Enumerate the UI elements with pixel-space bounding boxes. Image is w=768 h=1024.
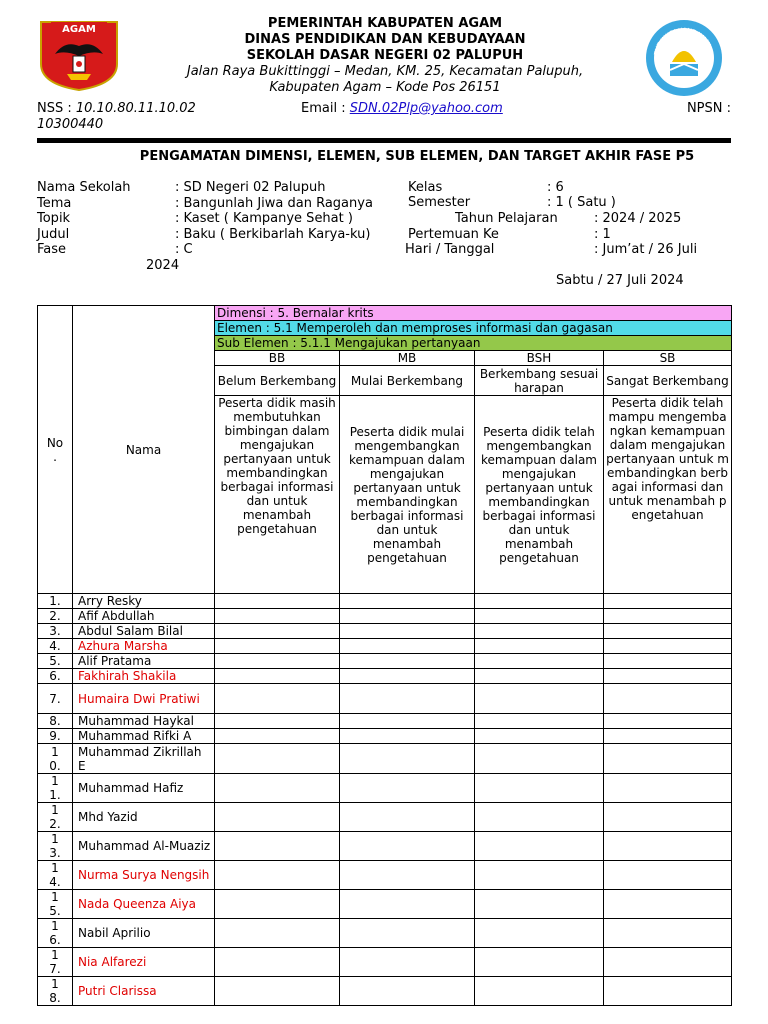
score-cell-mb[interactable] xyxy=(340,803,475,832)
score-cell-sb[interactable] xyxy=(604,609,732,624)
judul-label: Judul xyxy=(37,226,70,242)
student-number: 5. xyxy=(38,654,73,669)
score-cell-bb[interactable] xyxy=(215,639,340,654)
score-cell-bb[interactable] xyxy=(215,714,340,729)
student-row xyxy=(38,729,732,744)
score-cell-mb[interactable] xyxy=(340,624,475,639)
score-cell-bsh[interactable] xyxy=(475,948,604,977)
email-link[interactable]: SDN.02Plp@yahoo.com xyxy=(349,101,503,116)
score-cell-mb[interactable] xyxy=(340,774,475,803)
score-cell-mb[interactable] xyxy=(340,948,475,977)
student-number: 3. xyxy=(38,624,73,639)
score-cell-bsh[interactable] xyxy=(475,729,604,744)
svg-text:AGAM: AGAM xyxy=(62,24,96,35)
tema-label: Tema xyxy=(37,195,72,211)
npsn-label: NPSN : xyxy=(686,101,731,116)
student-number: 10. xyxy=(38,744,73,774)
level-desc-bsh: Peserta didik telah mengembangkan kemampuan dalam mengajukan pertanyaan untuk membandingkan berbagai informasi dan untuk menambah pengetahuan xyxy=(475,396,604,594)
student-number: 8. xyxy=(38,714,73,729)
nss: NSS : 10.10.80.11.10.02 xyxy=(37,101,196,116)
tema-value: : Bangunlah Jiwa dan Raganya xyxy=(175,195,373,211)
score-cell-bsh[interactable] xyxy=(475,654,604,669)
student-name: Muhammad Haykal xyxy=(73,714,215,729)
letterhead xyxy=(150,16,620,96)
score-cell-bb[interactable] xyxy=(215,744,340,774)
score-cell-bb[interactable] xyxy=(215,669,340,684)
level-label-sb: Sangat Berkembang xyxy=(604,366,732,396)
student-number: 7. xyxy=(38,684,73,714)
score-cell-sb[interactable] xyxy=(604,669,732,684)
score-cell-sb[interactable] xyxy=(604,890,732,919)
student-name: Abdul Salam Bilal xyxy=(73,624,215,639)
level-code-sb: SB xyxy=(604,351,732,366)
student-name: Nada Queenza Aiya xyxy=(73,890,215,919)
student-name: Afif Abdullah xyxy=(73,609,215,624)
student-row xyxy=(38,948,732,977)
pertemuan-value: : 1 xyxy=(594,227,611,242)
score-cell-bb[interactable] xyxy=(215,832,340,861)
student-row xyxy=(38,977,732,1006)
student-name: Muhammad Zikrillah E xyxy=(73,744,215,774)
score-cell-mb[interactable] xyxy=(340,714,475,729)
score-cell-bb[interactable] xyxy=(215,684,340,714)
level-code-bsh: BSH xyxy=(475,351,604,366)
hari-tanggal-year: 2024 xyxy=(146,258,180,273)
score-cell-bsh[interactable] xyxy=(475,861,604,890)
tahun-pelajaran-label: Tahun Pelajaran xyxy=(455,211,558,226)
score-cell-bb[interactable] xyxy=(215,774,340,803)
student-number: 17. xyxy=(38,948,73,977)
score-cell-sb[interactable] xyxy=(604,654,732,669)
score-cell-sb[interactable] xyxy=(604,684,732,714)
student-number: 4. xyxy=(38,639,73,654)
student-row xyxy=(38,684,732,714)
student-number: 1. xyxy=(38,594,73,609)
score-cell-sb[interactable] xyxy=(604,774,732,803)
student-number: 13. xyxy=(38,832,73,861)
score-cell-bsh[interactable] xyxy=(475,714,604,729)
kelas-value: : 6 xyxy=(547,180,564,195)
score-cell-bsh[interactable] xyxy=(475,609,604,624)
fase-label: Fase xyxy=(37,242,67,257)
score-cell-bsh[interactable] xyxy=(475,744,604,774)
student-number: 12. xyxy=(38,803,73,832)
student-row xyxy=(38,654,732,669)
score-cell-bb[interactable] xyxy=(215,890,340,919)
agam-regency-logo xyxy=(37,18,121,92)
level-desc-mb: Peserta didik mulai mengembangkan kemampuan dalam mengajukan pertanyaan untuk membandingkan berbagai informasi dan untuk menambah pengetahuan xyxy=(340,396,475,594)
header-divider xyxy=(37,138,731,143)
student-name: Nabil Aprilio xyxy=(73,919,215,948)
score-cell-bsh[interactable] xyxy=(475,832,604,861)
header-address-line2: Kabupaten Agam – Kode Pos 26151 xyxy=(269,80,501,95)
student-name: Azhura Marsha xyxy=(73,639,215,654)
score-cell-mb[interactable] xyxy=(340,669,475,684)
score-cell-mb[interactable] xyxy=(340,654,475,669)
student-row xyxy=(38,803,732,832)
level-label-mb: Mulai Berkembang xyxy=(340,366,475,396)
score-cell-sb[interactable] xyxy=(604,977,732,1006)
score-cell-bsh[interactable] xyxy=(475,594,604,609)
level-code-bb: BB xyxy=(215,351,340,366)
level-label-bsh: Berkembang sesuai harapan xyxy=(475,366,604,396)
student-name: Arry Resky xyxy=(73,594,215,609)
student-row xyxy=(38,624,732,639)
score-cell-sb[interactable] xyxy=(604,744,732,774)
level-desc-sb: Peserta didik telah mampu mengembangkan kemampuan dalam mengajukan pertanyaan untuk membandingkan berbagai informasi dan untuk menambah pengetahuan xyxy=(604,396,732,594)
student-row xyxy=(38,669,732,684)
document-title: PENGAMATAN DIMENSI, ELEMEN, SUB ELEMEN, DAN TARGET AKHIR FASE P5 xyxy=(139,149,695,164)
svg-text:TUT WURI HANDAYANI: TUT WURI HANDAYANI xyxy=(653,26,712,56)
score-cell-sb[interactable] xyxy=(604,624,732,639)
nama-sekolah-label: Nama Sekolah xyxy=(37,180,131,195)
score-cell-bb[interactable] xyxy=(215,624,340,639)
score-cell-sb[interactable] xyxy=(604,948,732,977)
score-cell-mb[interactable] xyxy=(340,977,475,1006)
score-cell-bb[interactable] xyxy=(215,861,340,890)
score-cell-bb[interactable] xyxy=(215,609,340,624)
student-row xyxy=(38,890,732,919)
judul-value: : Baku ( Berkibarlah Karya-ku) xyxy=(175,226,371,242)
header-school: SEKOLAH DASAR NEGERI 02 PALUPUH xyxy=(246,48,524,63)
score-cell-bb[interactable] xyxy=(215,948,340,977)
student-name: Muhammad Hafiz xyxy=(73,774,215,803)
student-name: Muhammad Rifki A xyxy=(73,729,215,744)
pertemuan-label: Pertemuan Ke xyxy=(408,227,499,242)
kelas-label: Kelas xyxy=(408,180,443,195)
score-cell-mb[interactable] xyxy=(340,609,475,624)
student-name: Putri Clarissa xyxy=(73,977,215,1006)
score-cell-bb[interactable] xyxy=(215,803,340,832)
tut-wuri-handayani-logo xyxy=(642,18,726,98)
student-name: Muhammad Al-Muaziz xyxy=(73,832,215,861)
tahun-pelajaran-value: : 2024 / 2025 xyxy=(594,211,682,226)
hari-tanggal-value: : Jum’at / 26 Juli xyxy=(594,242,698,257)
nama-sekolah-value: : SD Negeri 02 Palupuh xyxy=(175,180,326,195)
score-cell-sb[interactable] xyxy=(604,639,732,654)
elemen-row: Elemen : 5.1 Memperoleh dan memproses informasi dan gagasan xyxy=(215,321,732,336)
sub-elemen-row: Sub Elemen : 5.1.1 Mengajukan pertanyaan xyxy=(215,336,732,351)
semester-label: Semester xyxy=(408,195,471,210)
student-row xyxy=(38,832,732,861)
assessment-table xyxy=(37,305,732,1006)
level-desc-bb: Peserta didik masih membutuhkan bimbingan dalam mengajukan pertanyaan untuk membandingkan berbagai informasi dan untuk menambah pengetahuan xyxy=(215,396,340,594)
score-cell-bb[interactable] xyxy=(215,654,340,669)
score-cell-mb[interactable] xyxy=(340,684,475,714)
level-label-bb: Belum Berkembang xyxy=(215,366,340,396)
score-cell-mb[interactable] xyxy=(340,919,475,948)
score-cell-bsh[interactable] xyxy=(475,684,604,714)
score-cell-sb[interactable] xyxy=(604,861,732,890)
student-name: Mhd Yazid xyxy=(73,803,215,832)
student-number: 16. xyxy=(38,919,73,948)
nss-value-continued: 10300440 xyxy=(37,117,104,132)
student-row xyxy=(38,861,732,890)
score-cell-bsh[interactable] xyxy=(475,624,604,639)
student-row xyxy=(38,714,732,729)
student-row xyxy=(38,744,732,774)
header-department: DINAS PENDIDIKAN DAN KEBUDAYAAN xyxy=(244,32,526,47)
score-cell-mb[interactable] xyxy=(340,594,475,609)
score-cell-bsh[interactable] xyxy=(475,774,604,803)
student-row xyxy=(38,919,732,948)
contact-line xyxy=(37,101,731,135)
score-cell-bsh[interactable] xyxy=(475,890,604,919)
student-number: 18. xyxy=(38,977,73,1006)
student-number: 9. xyxy=(38,729,73,744)
score-cell-bsh[interactable] xyxy=(475,639,604,654)
header-address-line1: Jalan Raya Bukittinggi – Medan, KM. 25, Kecamatan Palupuh, xyxy=(186,64,584,79)
dimensi-row: Dimensi : 5. Bernalar krits xyxy=(215,306,732,321)
level-code-mb: MB xyxy=(340,351,475,366)
score-cell-bsh[interactable] xyxy=(475,803,604,832)
student-row xyxy=(38,774,732,803)
semester-value: : 1 ( Satu ) xyxy=(547,195,616,210)
info-label-column xyxy=(37,180,131,258)
score-cell-bb[interactable] xyxy=(215,977,340,1006)
second-date: Sabtu / 27 Juli 2024 xyxy=(556,273,684,288)
score-cell-sb[interactable] xyxy=(604,714,732,729)
student-name: Nurma Surya Nengsih xyxy=(73,861,215,890)
student-number: 14. xyxy=(38,861,73,890)
student-number: 11. xyxy=(38,774,73,803)
student-name: Alif Pratama xyxy=(73,654,215,669)
student-row xyxy=(38,594,732,609)
score-cell-mb[interactable] xyxy=(340,639,475,654)
score-cell-sb[interactable] xyxy=(604,919,732,948)
hari-tanggal-label: Hari / Tanggal xyxy=(405,242,495,257)
topik-label: Topik xyxy=(37,211,71,226)
student-row xyxy=(38,609,732,624)
no-header: No . xyxy=(38,306,73,594)
score-cell-mb[interactable] xyxy=(340,832,475,861)
score-cell-bsh[interactable] xyxy=(475,977,604,1006)
score-cell-bsh[interactable] xyxy=(475,919,604,948)
student-number: 6. xyxy=(38,669,73,684)
student-name: Nia Alfarezi xyxy=(73,948,215,977)
info-value-column xyxy=(175,180,373,258)
email: Email : SDN.02Plp@yahoo.com xyxy=(301,101,503,116)
student-name: Humaira Dwi Pratiwi xyxy=(73,684,215,714)
student-row xyxy=(38,639,732,654)
topik-value: : Kaset ( Kampanye Sehat ) xyxy=(175,211,353,226)
score-cell-mb[interactable] xyxy=(340,890,475,919)
student-number: 15. xyxy=(38,890,73,919)
score-cell-bsh[interactable] xyxy=(475,669,604,684)
score-cell-mb[interactable] xyxy=(340,744,475,774)
score-cell-sb[interactable] xyxy=(604,594,732,609)
student-number: 2. xyxy=(38,609,73,624)
student-name: Fakhirah Shakila xyxy=(73,669,215,684)
fase-value: : C xyxy=(175,242,193,257)
score-cell-bb[interactable] xyxy=(215,919,340,948)
score-cell-bb[interactable] xyxy=(215,729,340,744)
score-cell-mb[interactable] xyxy=(340,861,475,890)
header-government: PEMERINTAH KABUPATEN AGAM xyxy=(267,16,503,31)
score-cell-sb[interactable] xyxy=(604,803,732,832)
score-cell-bb[interactable] xyxy=(215,594,340,609)
score-cell-sb[interactable] xyxy=(604,832,732,861)
score-cell-mb[interactable] xyxy=(340,729,475,744)
nama-header: Nama xyxy=(73,306,215,594)
score-cell-sb[interactable] xyxy=(604,729,732,744)
nss-value: 10.10.80.11.10.02 xyxy=(75,101,196,116)
